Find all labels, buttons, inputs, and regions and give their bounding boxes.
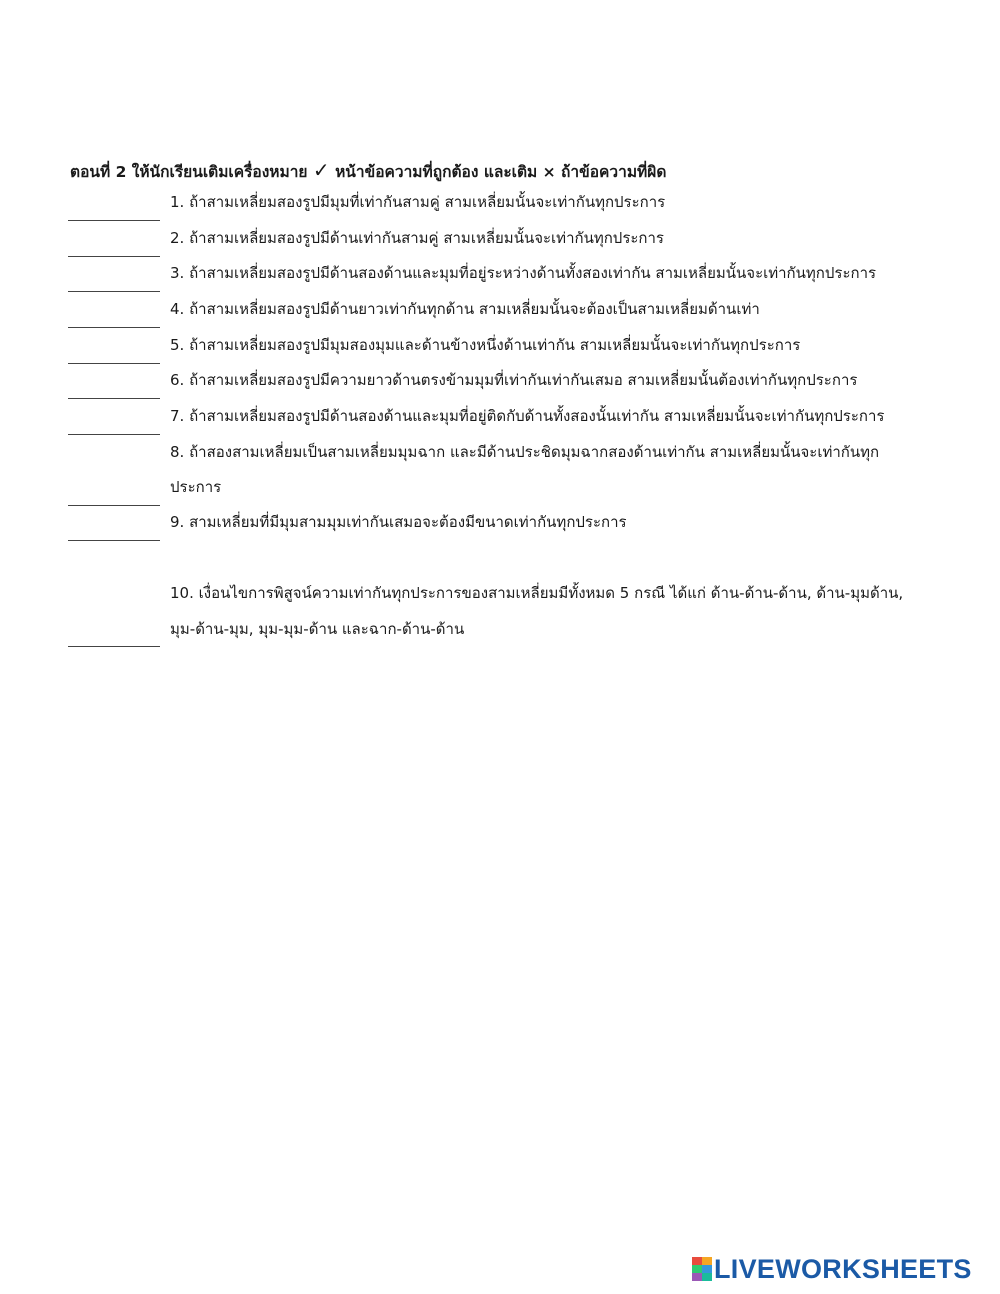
answer-blank-1[interactable] [68,200,160,221]
instruction-part-c: ถ้าข้อความที่ผิด [561,163,667,181]
cross-mark-icon: × [542,163,556,181]
answer-blank-2[interactable] [68,236,160,257]
statement-8: 8. ถ้าสองสามเหลี่ยมเป็นสามเหลี่ยมมุมฉาก และมีด้านประชิดมุมฉากสองด้านเท่ากัน สามเหลี่ยมนั้นจะเท่ากันทุก [170,443,880,461]
statement-5: 5. ถ้าสามเหลี่ยมสองรูปมีมุมสองมุมและด้านข้างหนึ่งด้านเท่ากัน สามเหลี่ยมนั้นจะเท่ากันทุกประการ [170,336,801,354]
liveworksheets-grid-icon [692,1257,712,1281]
check-mark-icon: ✓ [312,158,330,182]
statement-2: 2. ถ้าสามเหลี่ยมสองรูปมีด้านเท่ากันสามคู่ สามเหลี่ยมนั้นจะเท่ากันทุกประการ [170,229,664,247]
statement-4: 4. ถ้าสามเหลี่ยมสองรูปมีด้านยาวเท่ากันทุกด้าน สามเหลี่ยมนั้นจะต้องเป็นสามเหลี่ยมด้านเท่า [170,300,760,318]
answer-blank-3[interactable] [68,271,160,292]
logo-text: LIVEWORKSHEETS [714,1253,972,1284]
answer-blank-10[interactable] [68,626,160,647]
statement-10: 10. เงื่อนไขการพิสูจน์ความเท่ากันทุกประการของสามเหลี่ยมมีทั้งหมด 5 กรณี ได้แก่ ด้าน-ด้าน-ด้าน, ด้าน-มุมด้าน, [170,584,904,602]
instruction-heading [70,158,666,184]
answer-blank-6[interactable] [68,378,160,399]
liveworksheets-logo [692,1255,972,1283]
instruction-part-b: หน้าข้อความที่ถูกต้อง และเติม [335,163,538,181]
statement-8-continuation: ประการ [170,478,222,496]
statement-10-continuation: มุม-ด้าน-มุม, มุม-มุม-ด้าน และฉาก-ด้าน-ด้าน [170,620,465,638]
statement-1: 1. ถ้าสามเหลี่ยมสองรูปมีมุมที่เท่ากันสามคู่ สามเหลี่ยมนั้นจะเท่ากันทุกประการ [170,193,666,211]
statement-3: 3. ถ้าสามเหลี่ยมสองรูปมีด้านสองด้านและมุมที่อยู่ระหว่างด้านทั้งสองเท่ากัน สามเหลี่ยมนั้นจะเท่ากันทุกประการ [170,264,877,282]
statement-9: 9. สามเหลี่ยมที่มีมุมสามมุมเท่ากันเสมอจะต้องมีขนาดเท่ากันทุกประการ [170,513,627,531]
instruction-part-a: ตอนที่ 2 ให้นักเรียนเติมเครื่องหมาย [70,163,308,181]
answer-blank-9[interactable] [68,520,160,541]
answer-blank-5[interactable] [68,343,160,364]
statement-6: 6. ถ้าสามเหลี่ยมสองรูปมีความยาวด้านตรงข้ามมุมที่เท่ากันเท่ากันเสมอ สามเหลี่ยมนั้นต้องเท่ากันทุกประการ [170,371,858,389]
answer-blank-8[interactable] [68,485,160,506]
answer-blank-7[interactable] [68,414,160,435]
statement-7: 7. ถ้าสามเหลี่ยมสองรูปมีด้านสองด้านและมุมที่อยู่ติดกับด้านทั้งสองนั้นเท่ากัน สามเหลี่ยมนั้นจะเท่ากันทุกประการ [170,407,885,425]
answer-blank-4[interactable] [68,307,160,328]
